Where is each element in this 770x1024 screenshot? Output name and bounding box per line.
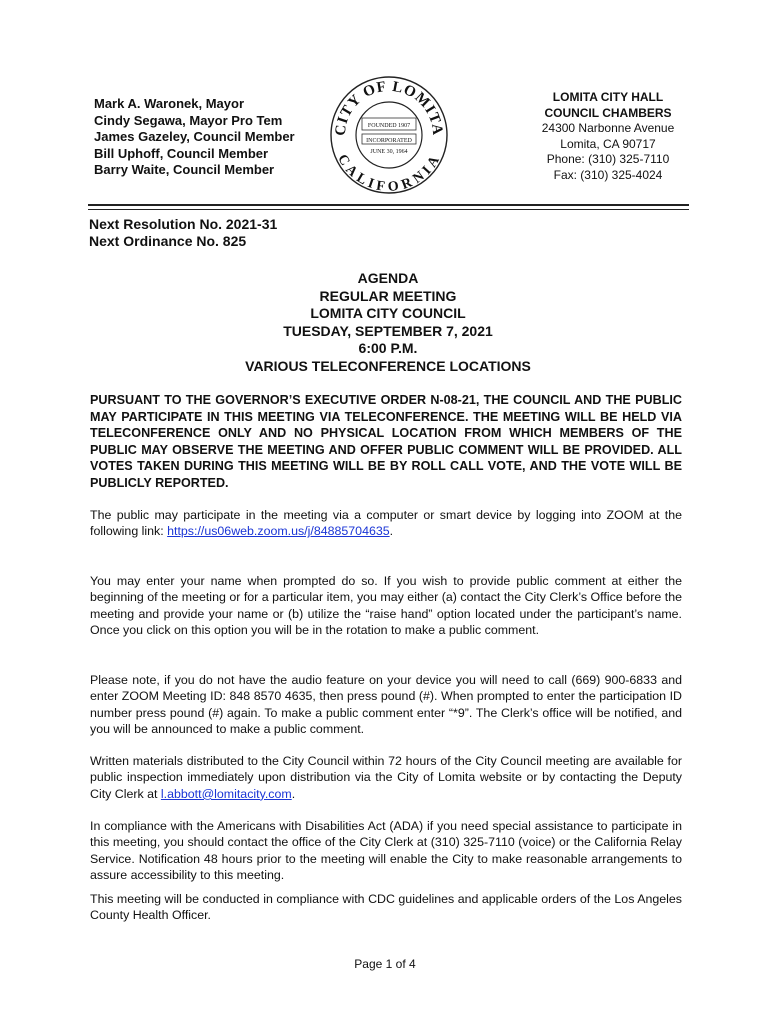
- council-member: Barry Waite, Council Member: [94, 162, 275, 177]
- page-number: Page 1 of 4: [354, 957, 416, 971]
- meeting-type: REGULAR MEETING: [319, 287, 457, 304]
- council-member: Cindy Segawa, Mayor Pro Tem: [94, 112, 283, 128]
- phone-number: Phone: (310) 325-7110: [546, 152, 670, 166]
- agenda-heading: [88, 270, 688, 376]
- seal-founded: FOUNDED 1907: [367, 123, 411, 129]
- executive-order-notice: PURSUANT TO THE GOVERNOR’S EXECUTIVE ORDER N-08-21, THE COUNCIL AND THE PUBLIC MAY PARTICIPATE IN THIS MEETING VIA TELECONFERENCE. THE MEETING WILL BE HELD VIA TELECONFERENCE ONLY AND NO PHYSICAL LOCATION FROM WHICH MEMBERS OF THE PUBLIC MAY OBSERVE THE MEETING AND OFFER PUBLIC COMMENT WILL BE PROVIDED. ALL VOTES TAKEN DURING THIS MEETING WILL BE BY ROLL CALL VOTE, AND THE VOTE WILL BE PUBLICLY REPORTED.: [90, 393, 682, 490]
- city-seal-logo: [328, 74, 450, 196]
- svg-text:CALIFORNIA: [334, 152, 444, 195]
- seal-date: JUNE 30, 1964: [370, 149, 408, 155]
- zoom-link[interactable]: https://us06web.zoom.us/j/84885704635: [167, 524, 390, 539]
- agenda-title: AGENDA: [357, 270, 419, 286]
- street-address: 24300 Narbonne Avenue: [541, 121, 675, 135]
- council-member: Bill Uphoff, Council Member: [94, 145, 269, 161]
- city-hall-address-block: [520, 90, 696, 183]
- public-comment-paragraph: You may enter your name when prompted do so. If you wish to provide public comment at either the beginning of the meeting or for a particular item, you may either (a) contact the City Clerk’s Office before the meeting and provide your name or (b) utilize the “raise hand” option located under the participant’s name. Once you click on this option you will be in the rotation to make a public comment.: [90, 574, 682, 638]
- seal-bottom-text: CALIFORNIA: [334, 152, 444, 196]
- meeting-time: 6:00 P.M.: [358, 340, 418, 357]
- deputy-clerk-email-link[interactable]: l.abbott@lomitacity.com: [160, 786, 292, 801]
- next-numbers: [89, 216, 277, 250]
- next-resolution: Next Resolution No. 2021-31: [89, 216, 278, 232]
- seal-incorporated: INCORPORATED: [366, 138, 412, 144]
- council-name: LOMITA CITY COUNCIL: [310, 305, 466, 322]
- header-divider-thin: [88, 209, 689, 210]
- meeting-date: TUESDAY, SEPTEMBER 7, 2021: [283, 322, 493, 339]
- written-materials-paragraph: Written materials distributed to the City Council within 72 hours of the City Council meeting are available for public inspection immediately upon distribution via the City of Lomita website or by contacting the Deputy City Clerk at l.abbott@lomitacity.com.: [90, 754, 682, 801]
- council-chambers: COUNCIL CHAMBERS: [544, 105, 672, 120]
- seal-top-text: CITY OF LOMITA: [332, 78, 446, 137]
- city-hall-name: LOMITA CITY HALL: [552, 90, 664, 104]
- next-ordinance: Next Ordinance No. 825: [89, 233, 247, 249]
- meeting-location: VARIOUS TELECONFERENCE LOCATIONS: [245, 357, 531, 374]
- city-state-zip: Lomita, CA 90717: [560, 136, 656, 151]
- council-member: Mark A. Waronek, Mayor: [94, 96, 245, 111]
- council-member-list: [94, 96, 295, 179]
- ada-paragraph: In compliance with the Americans with Disabilities Act (ADA) if you need special assistance to participate in this meeting, you should contact the office of the City Clerk at (310) 325-7110 (voice) or the California Relay Service. Notification 48 hours prior to the meeting will enable the City to make reasonable arrangements to assure accessibility to this meeting.: [90, 819, 682, 883]
- zoom-paragraph: The public may participate in the meeting via a computer or smart device by logging into ZOOM at the following link: https://us06web.zoom.us/j/84885704635.: [90, 508, 682, 539]
- audio-paragraph: Please note, if you do not have the audio feature on your device you will need to call (669) 900-6833 and enter ZOOM Meeting ID: 848 8570 4635, then press pound (#). When prompted to enter the participation ID number press pound (#) again. To make a public comment enter “*9”. The Clerk’s office will be notified, and you will be announced to make a public comment.: [90, 673, 682, 737]
- header-divider-thick: [88, 204, 689, 206]
- fax-number: Fax: (310) 325-4024: [553, 167, 663, 182]
- council-member: James Gazeley, Council Member: [94, 129, 295, 144]
- cdc-paragraph: This meeting will be conducted in compliance with CDC guidelines and applicable orders of the Los Angeles County Health Officer.: [90, 892, 682, 923]
